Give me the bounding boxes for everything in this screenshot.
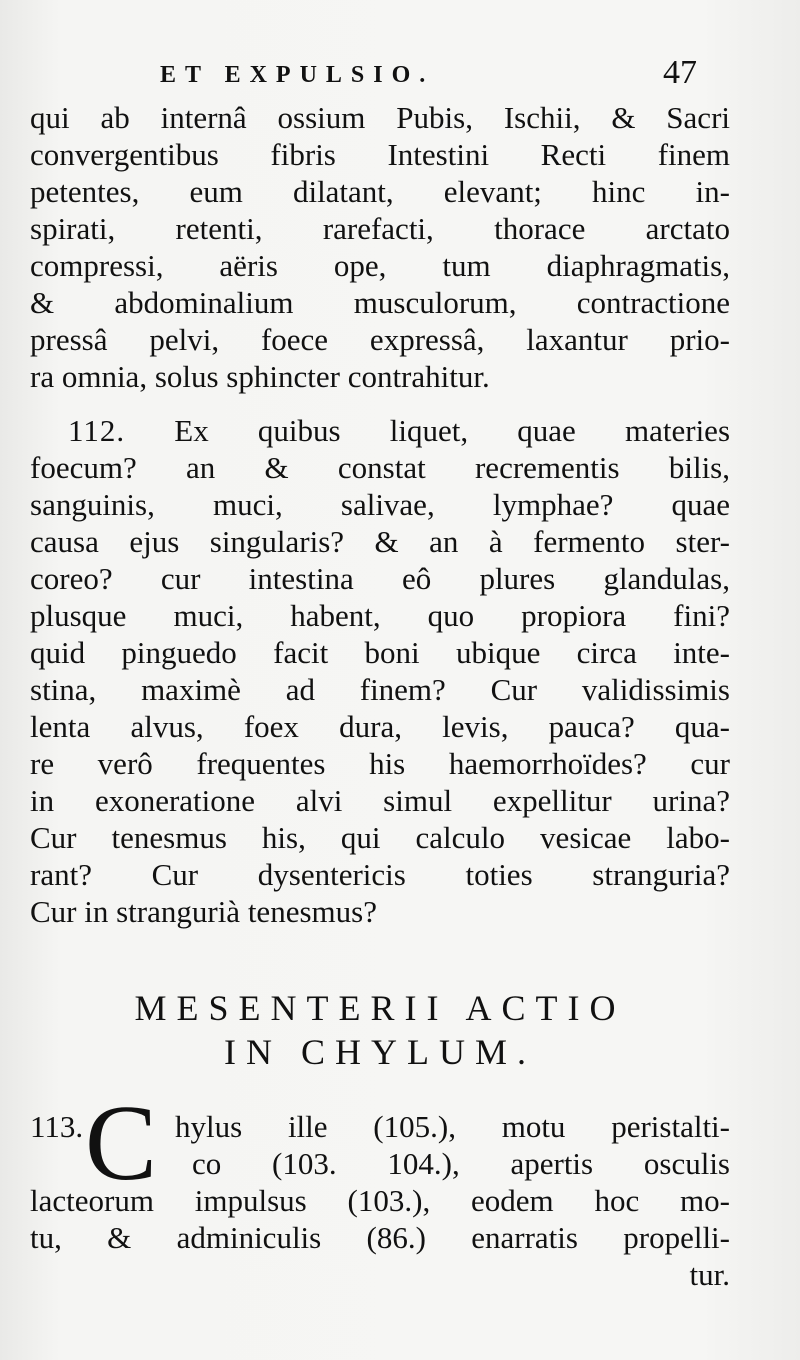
page-number: 47 [663,54,697,91]
text-line-end: tur. [689,1257,730,1292]
text-line: Cur in strangurià tenesmus? [30,894,377,929]
text-line: tu, & adminiculis (86.) enarratis propelli- [30,1220,730,1255]
paragraph-3-body [30,1182,730,1293]
text-line: compressi, aëris ope, tum diaphragmatis, [30,248,730,283]
text-line: convergentibus fibris Intestini Recti finem [30,137,730,172]
text-line: sanguinis, muci, salivae, lymphae? quae [30,487,730,522]
paragraph-3 [30,1084,730,1293]
text-line: stina, maximè ad finem? Cur validissimis [30,672,730,707]
drop-cap: C [85,1084,158,1203]
paragraph-2 [30,412,730,930]
section-title-line-1: MESENTERII ACTIO [134,988,626,1028]
page-header [0,54,800,98]
text-line: petentes, eum dilatant, elevant; hinc in- [30,174,730,209]
text-line: ra omnia, solus sphincter contrahitur. [30,359,490,394]
text-line: causa ejus singularis? & an à fermento ster- [30,524,730,559]
section-title-line-2: IN CHYLUM. [224,1032,536,1072]
text-line: co (103. 104.), apertis osculis [192,1146,730,1181]
running-head: ET EXPULSIO. [160,62,435,88]
text-line: lacteorum impulsus (103.), eodem hoc mo- [30,1183,730,1218]
text-line: pressâ pelvi, foece expressâ, laxantur prio- [30,322,730,357]
text-line: lenta alvus, foex dura, levis, pauca? qua- [30,709,730,744]
paragraph-number: 112. [68,413,126,448]
text-line-content: Ex quibus liquet, quae materies [174,413,731,448]
text-line: Cur tenesmus his, qui calculo vesicae labo- [30,820,730,855]
text-line: plusque muci, habent, quo propiora fini? [30,598,730,633]
text-line: re verô frequentes his haemorrhoïdes? cur [30,746,730,781]
text-line: spirati, retenti, rarefacti, thorace arctato [30,211,730,246]
text-line: qui ab internâ ossium Pubis, Ischii, & Sacri [30,100,730,135]
text-line: quid pinguedo facit boni ubique circa inte- [30,635,730,670]
text-line: foecum? an & constat recrementis bilis, [30,450,730,485]
text-line-first [30,412,730,449]
paragraph-1 [30,99,730,395]
text-line: & abdominalium musculorum, contractione [30,285,730,320]
text-line: hylus ille (105.), motu peristalti- [175,1109,730,1144]
text-line: rant? Cur dysentericis toties stranguria? [30,857,730,892]
paragraph-number: 113. [30,1109,84,1144]
text-line: coreo? cur intestina eô plures glandulas, [30,561,730,596]
text-line: in exoneratione alvi simul expellitur urina? [30,783,730,818]
